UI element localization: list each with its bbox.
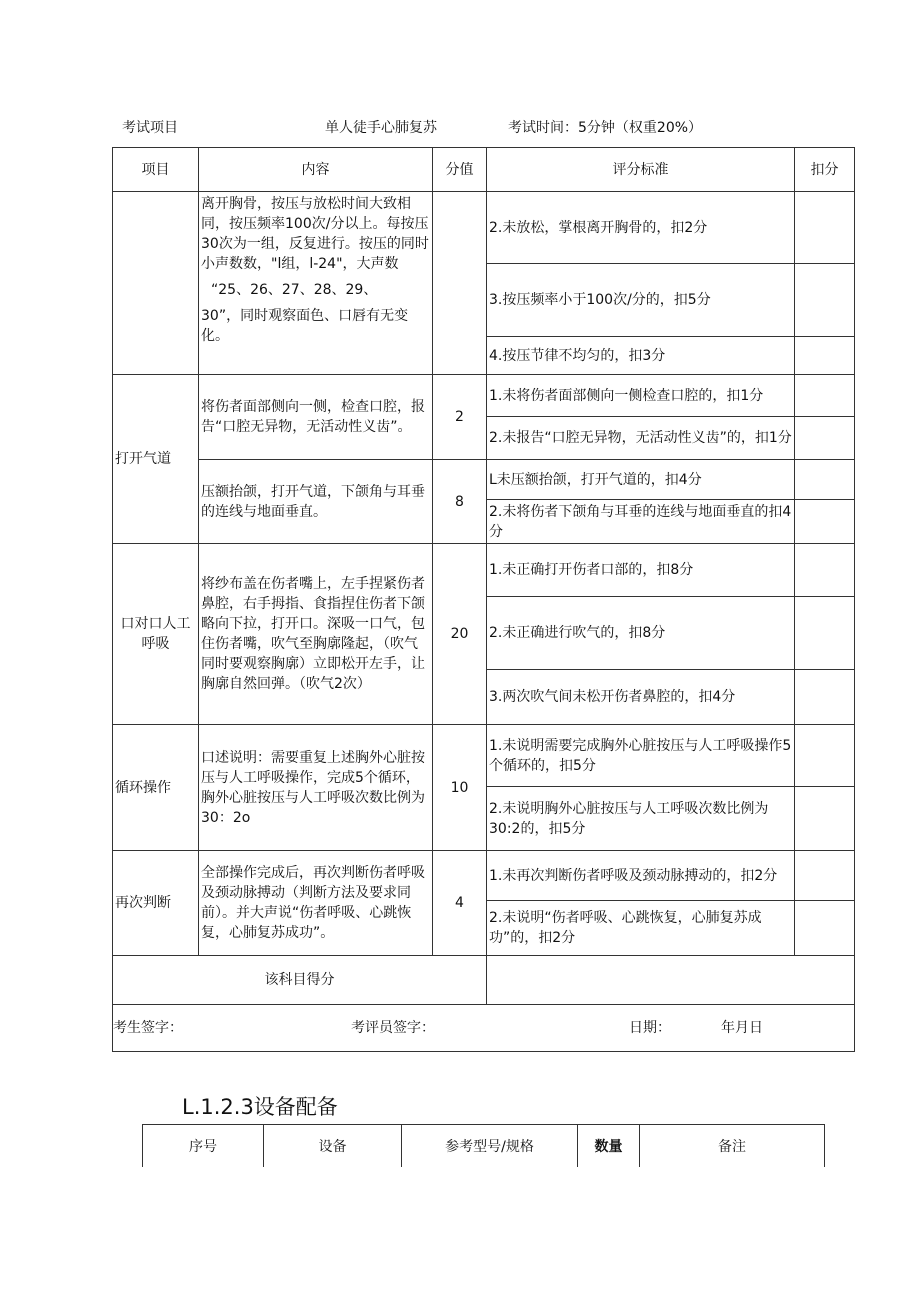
criteria-cell: 3.按压频率小于100次/分的，扣5分 [487,264,795,337]
table-row [113,192,855,264]
header-deduction: 扣分 [795,148,855,192]
section-title: L.1.2.3设备配备 [182,1095,338,1119]
student-signature-label: 考生签字： [113,1020,183,1036]
header-equipment: 设备 [264,1125,402,1168]
header-score: 分值 [433,148,487,192]
item-cell: 循环操作 [113,725,199,851]
header-model: 参考型号/规格 [402,1125,578,1168]
total-score-cell [487,956,855,1005]
content-cell: 口述说明：需要重复上述胸外心脏按压与人工呼吸操作，完成5个循环，胸外心脏按压与人工呼吸次数比例为30：2o [199,725,433,851]
header-serial: 序号 [143,1125,264,1168]
equipment-header-row [143,1125,825,1168]
criteria-cell: 1.未再次判断伤者呼吸及颈动脉搏动的，扣2分 [487,851,795,901]
criteria-cell: 1.未正确打开伤者口部的，扣8分 [487,544,795,597]
date-format: 年月日 [721,1020,763,1036]
criteria-cell: 3.两次吹气间未松开伤者鼻腔的，扣4分 [487,670,795,725]
table-row [113,725,855,787]
criteria-cell: 4.按压节律不均匀的，扣3分 [487,337,795,375]
criteria-cell: 2.未放松，掌根离开胸骨的，扣2分 [487,192,795,264]
criteria-cell: 2.未说明“伤者呼吸、心跳恢复，心肺复苏成功”的，扣2分 [487,901,795,956]
deduction-cell [795,901,855,956]
content-cell: 将纱布盖在伤者嘴上，左手捏紧伤者鼻腔，右手拇指、食指捏住伤者下颌略向下拉，打开口。深吸一口气，包住伤者嘴，吹气至胸廓隆起，（吹气同时要观察胸廓）立即松开左手，让胸廓自然回弹。（吹气2次） [199,544,433,725]
deduction-cell [795,597,855,670]
item-cell: 口对口人工呼吸 [113,544,199,725]
content-cell: 全部操作完成后，再次判断伤者呼吸及颈动脉搏动（判断方法及要求同前）。并大声说“伤者呼吸、心跳恢复，心肺复苏成功”。 [199,851,433,956]
score-cell: 10 [433,725,487,851]
deduction-cell [795,192,855,264]
exam-header [0,118,920,138]
date-label: 日期： [629,1020,671,1036]
table-row [113,544,855,597]
score-cell: 20 [433,544,487,725]
score-cell: 4 [433,851,487,956]
content-text: “25、26、27、28、29、 [211,282,378,298]
criteria-cell: 1.未将伤者面部侧向一侧检查口腔的，扣1分 [487,375,795,417]
signature-row [113,1005,855,1052]
deduction-cell [795,670,855,725]
deduction-cell [795,417,855,460]
header-content: 内容 [199,148,433,192]
total-row [113,956,855,1005]
table-row [113,375,855,417]
deduction-cell [795,500,855,544]
table-row [113,851,855,901]
exam-time-info: 考试时间：5分钟（权重20%） [508,120,703,136]
grading-table [112,147,855,1052]
score-cell [433,192,487,375]
content-text: 离开胸骨，按压与放松时间大致相同，按压频率100次/分以上。每按压30次为一组，反复进行。按压的同时小声数数，"l组，l-24"，大声数 [201,196,429,272]
deduction-cell [795,787,855,851]
criteria-cell: 1.未说明需要完成胸外心脏按压与人工呼吸操作5个循环的，扣5分 [487,725,795,787]
item-cell: 再次判断 [113,851,199,956]
content-cell [199,192,433,375]
table-header-row [113,148,855,192]
deduction-cell [795,337,855,375]
deduction-cell [795,851,855,901]
deduction-cell [795,725,855,787]
criteria-cell: 2.未说明胸外心脏按压与人工呼吸次数比例为30:2的，扣5分 [487,787,795,851]
content-cell: 压额抬颌，打开气道，下颌角与耳垂的连线与地面垂直。 [199,460,433,544]
header-item: 项目 [113,148,199,192]
total-label: 该科目得分 [113,956,487,1005]
signature-line [113,1005,854,1051]
criteria-cell: 2.未正确进行吹气的，扣8分 [487,597,795,670]
score-cell: 2 [433,375,487,460]
criteria-cell: 2.未报告“口腔无异物，无活动性义齿”的，扣1分 [487,417,795,460]
header-criteria: 评分标准 [487,148,795,192]
table-row [113,460,855,500]
item-cell [113,192,199,375]
equipment-table [142,1124,825,1167]
exam-item-label: 考试项目 [122,120,178,136]
header-remarks: 备注 [640,1125,825,1168]
examiner-signature-label: 考评员签字： [351,1020,435,1036]
item-cell: 打开气道 [113,375,199,544]
criteria-cell: L未压额抬颌，打开气道的，扣4分 [487,460,795,500]
exam-item-name: 单人徒手心肺复苏 [325,120,437,136]
deduction-cell [795,544,855,597]
header-quantity: 数量 [578,1125,640,1168]
deduction-cell [795,264,855,337]
deduction-cell [795,460,855,500]
criteria-cell: 2.未将伤者下颌角与耳垂的连线与地面垂直的扣4分 [487,500,795,544]
content-text: 30”，同时观察面色、口唇有无变化。 [201,308,409,344]
deduction-cell [795,375,855,417]
content-cell: 将伤者面部侧向一侧，检查口腔，报告“口腔无异物，无活动性义齿”。 [199,375,433,460]
score-cell: 8 [433,460,487,544]
